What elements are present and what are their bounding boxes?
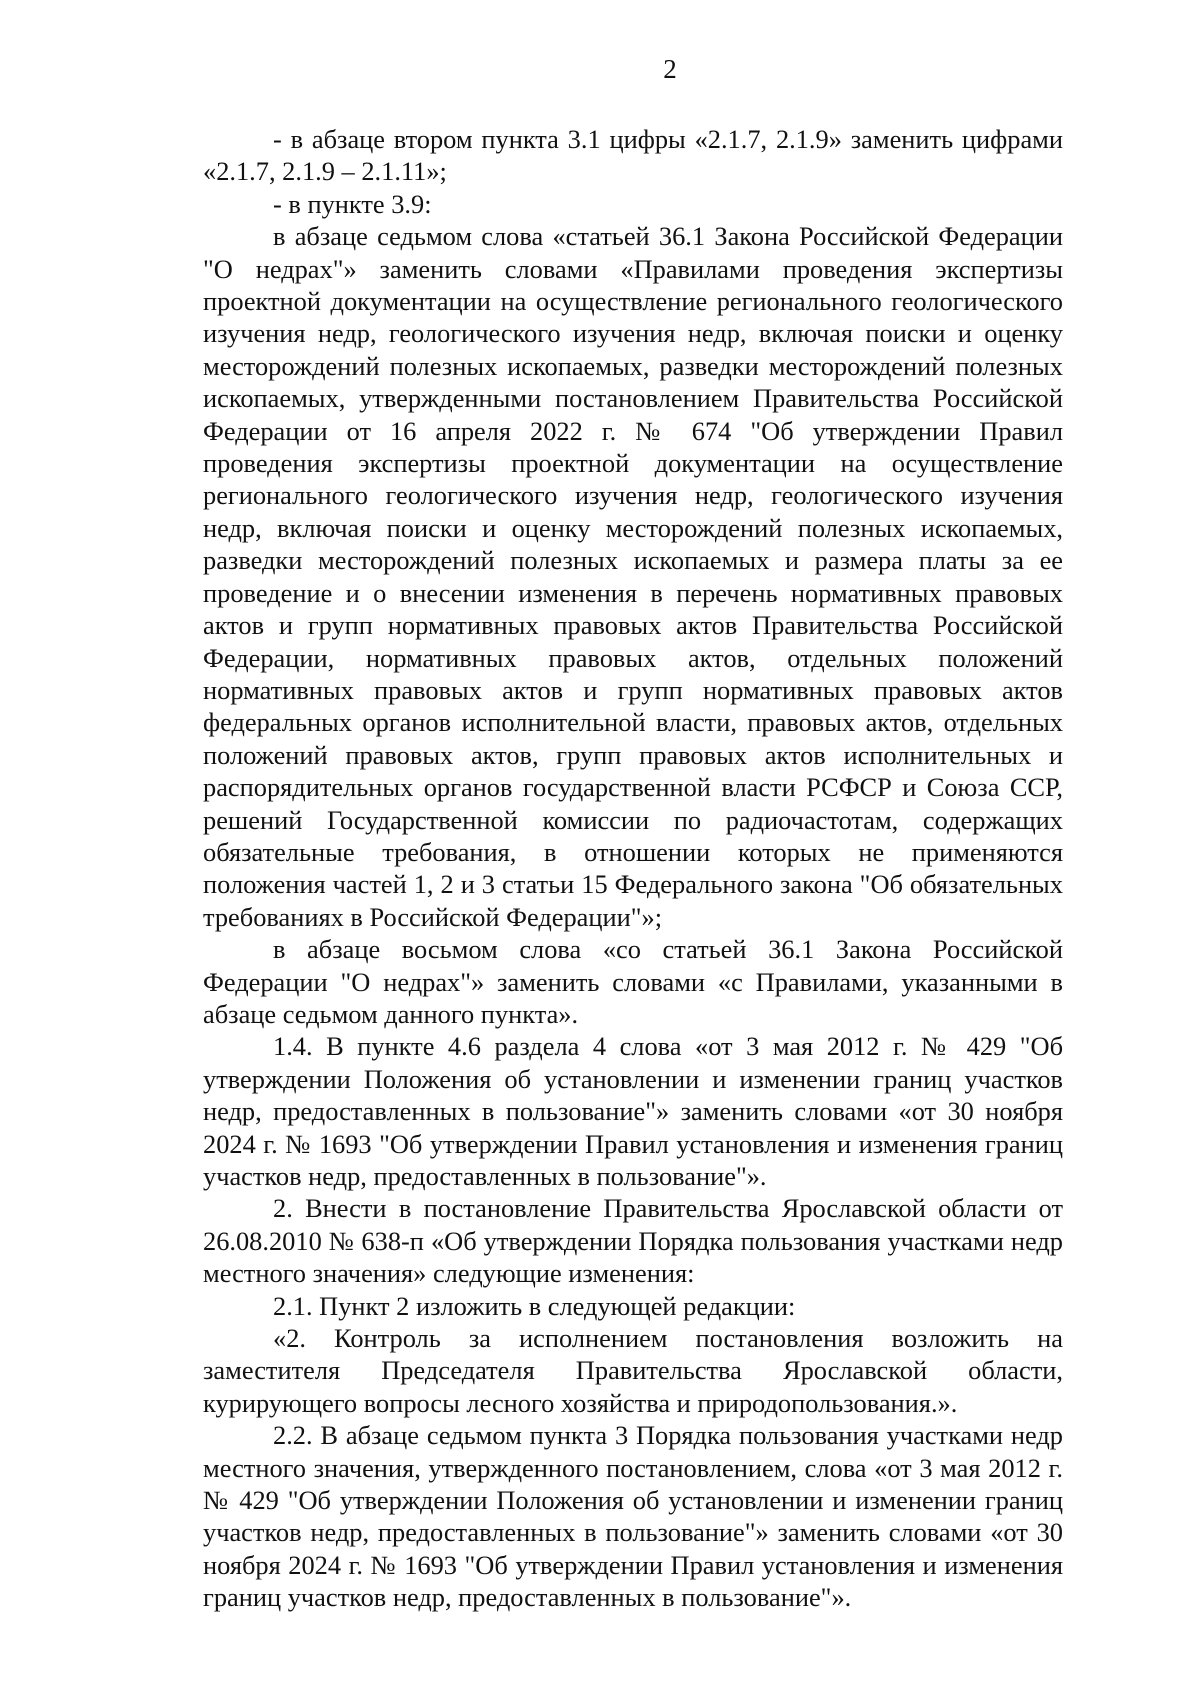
paragraph-abzac-8: в абзаце восьмом слова «со статьей 36.1 Закона Российской Федерации "О недрах"» заменить словами «с Правилами, указанными в абзаце седьмом данного пункта». [203,934,1063,1029]
paragraph-2-1: 2.1. Пункт 2 изложить в следующей редакции: [273,1290,796,1321]
page-number: 2 [663,54,677,84]
paragraph-2-1-text: «2. Контроль за исполнением постановления возложить на заместителя Председателя Правительства Ярославской области, курирующего вопросы лесного хозяйства и природопользования.». [203,1323,1063,1418]
paragraph-abzac-7: в абзаце седьмом слова «статьей 36.1 Закона Российской Федерации "О недрах"» заменить словами «Правилами проведения экспертизы проектной документации на осуществление регионального геологического изучения недр, геологического изучения недр, включая поиски и оценку месторождений полезных ископаемых, разведки месторождений полезных ископаемых, утвержденными постановлением Правительства Российской Федерации от 16 апреля 2022 г. № 674 "Об утверждении Правил проведения экспертизы проектной документации на осуществление регионального геологического изучения недр, геологического изучения недр, включая поиски и оценку месторождений полезных ископаемых, разведки месторождений полезных ископаемых и размера платы за ее проведение и о внесении изменения в перечень нормативных правовых актов и групп нормативных правовых актов Правительства Российской Федерации, нормативных правовых актов, отдельных положений нормативных правовых актов и групп нормативных правовых актов федеральных органов исполнительной власти, правовых актов, отдельных положений правовых актов, групп правовых актов исполнительных и распорядительных органов государственной власти РСФСР и Союза ССР, решений Государственной комиссии по радиочастотам, содержащих обязательные требования, в отношении которых не применяются положения частей 1, 2 и 3 статьи 15 Федерального закона "Об обязательных требованиях в Российской Федерации"»; [203,221,1063,932]
paragraph-2-2: 2.2. В абзаце седьмом пункта 3 Порядка пользования участками недр местного значения, утвержденного постановлением, слова «от 3 мая 2012 г. № 429 "Об утверждении Положения об установлении и изменении границ участков недр, предоставленных в пользование"» заменить словами «от 30 ноября 2024 г. № 1693 "Об утверждении Правил установления и изменения границ участков недр, предоставленных в пользование"». [203,1420,1063,1613]
paragraph-1-4: 1.4. В пункте 4.6 раздела 4 слова «от 3 мая 2012 г. № 429 "Об утверждении Положения об установлении и изменении границ участков недр, предоставленных в пользование"» заменить словами «от 30 ноября 2024 г. № 1693 "Об утверждении Правил установления и изменения границ участков недр, предоставленных в пользование"». [203,1031,1063,1191]
paragraph-item-3-9: - в пункте 3.9: [273,188,432,219]
paragraph-item-3-1: - в абзаце втором пункта 3.1 цифры «2.1.7, 2.1.9» заменить цифрами «2.1.7, 2.1.9 – 2.1.11»; [203,124,1063,187]
document-body [203,123,1063,1614]
paragraph-2: 2. Внести в постановление Правительства Ярославской области от 26.08.2010 № 638-п «Об утверждении Порядка пользования участками недр местного значения» следующие изменения: [203,1193,1063,1289]
